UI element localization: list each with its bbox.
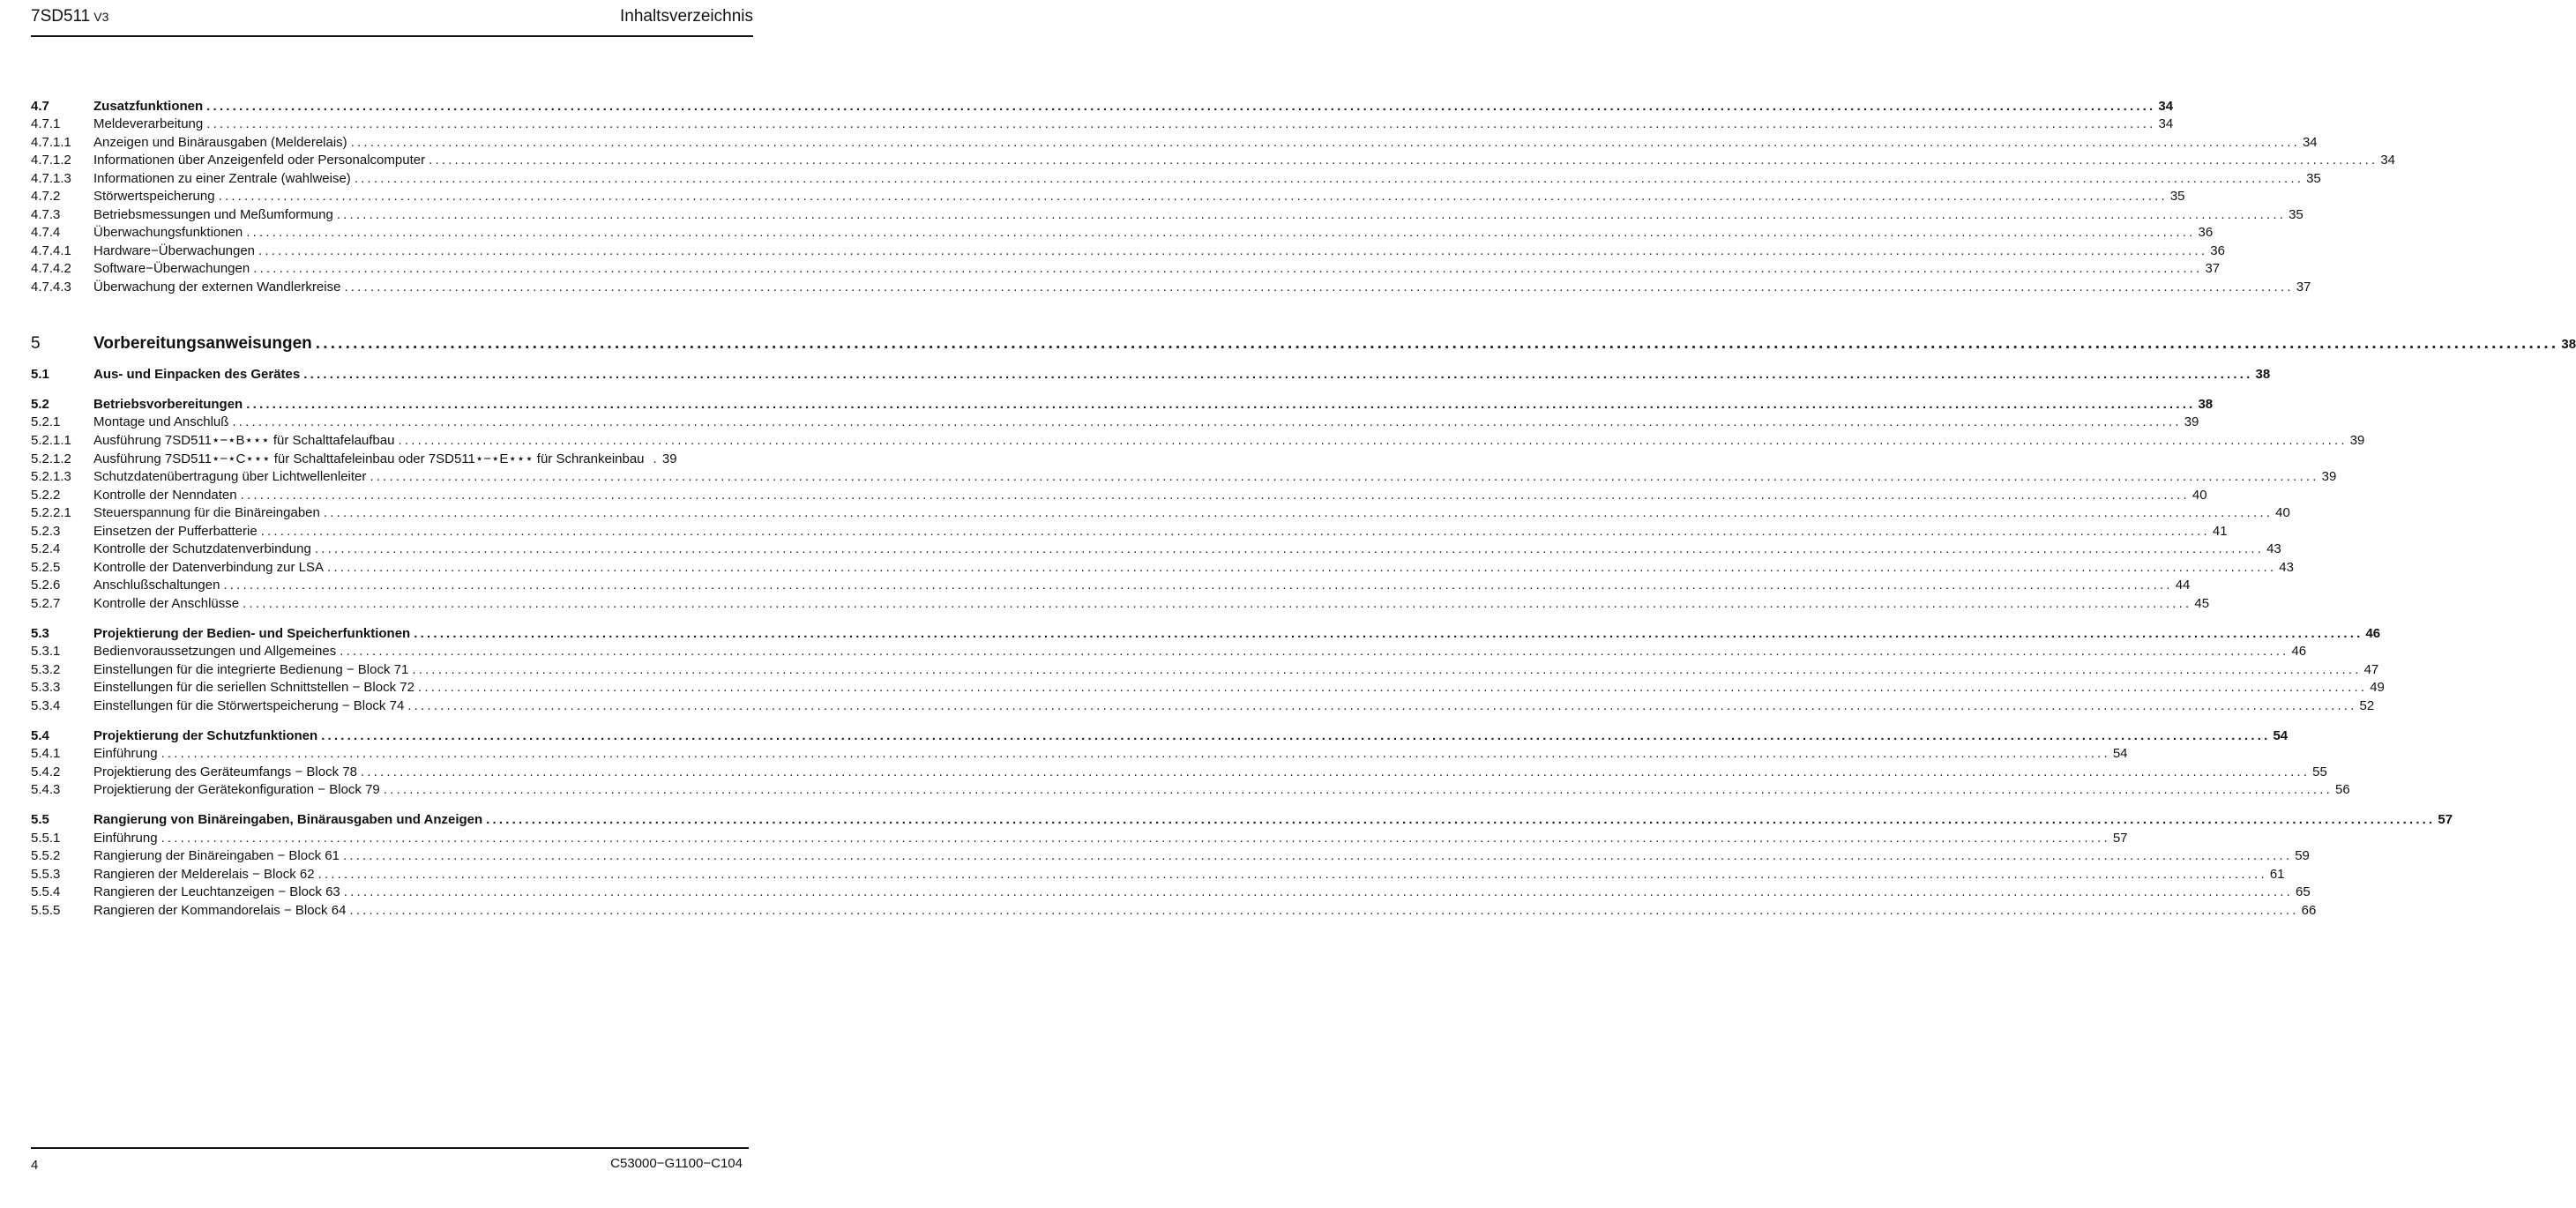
toc-entry [31,625,2381,643]
toc-entry-number: 5.4.1 [31,746,61,761]
toc-entry [31,679,2385,697]
toc-entry-number: 5.2.1.2 [31,451,71,466]
toc-entry-page: 37 [2296,280,2311,295]
toc-entry-number: 5.5.1 [31,831,61,846]
toc-entry-number: 5.3.1 [31,644,61,659]
toc-entry-number: 5.2.2.1 [31,505,71,520]
toc-entry-number: 5.4 [31,728,49,743]
leader-dots: ............................................................................................................................................................................................................................................................................................................ [161,831,2110,846]
toc-entry [31,697,2375,715]
toc-entry-title: Kontrolle der Datenverbindung zur LSA [93,560,324,575]
toc-entry [31,116,2174,133]
toc-entry-number: 4.7.1.2 [31,153,71,168]
toc-entry-title: Hardware−Überwachungen [93,243,256,258]
toc-entry-title: Projektierung der Bedien- und Speicherfunktionen [93,626,411,641]
toc-entry-number: 5.3.3 [31,680,61,695]
toc-entry-number: 5.3.4 [31,698,61,713]
toc-entry [31,98,2174,116]
toc-entry-title: Rangieren der Leuchtanzeigen − Block 63 [93,884,340,899]
leader-dots: ............................................................................................................................................................................................................................................................................................................ [429,153,2378,168]
leader-dots: ............................................................................................................................................................................................................................................................................................................ [370,469,2319,484]
leader-dots: ............................................................................................................................................................................................................................................................................................................ [315,334,2559,353]
toc-entry-page: 65 [2296,884,2311,899]
toc-entry-title: Schutzdatenübertragung über Lichtwellenleiter [93,469,367,484]
toc-entry-number: 4.7.3 [31,207,61,222]
toc-entry-title: Informationen über Anzeigenfeld oder Personalcomputer [93,153,426,168]
toc-entry [31,902,2317,920]
toc-entry [31,366,2271,384]
toc-entry-page: 35 [2169,189,2185,204]
toc-entry-title: Betriebsvorbereitungen [93,397,243,412]
leader-dots: ............................................................................................................................................................................................................................................................................................................ [232,414,2182,429]
toc-entry [31,811,2453,829]
toc-entry-title: Bedienvoraussetzungen und Allgemeines [93,644,337,659]
toc-entry [31,242,2225,260]
leader-dots: ............................................................................................................................................................................................................................................................................................................ [344,280,2294,295]
toc-entry-title: Einführung [93,831,158,846]
toc-entry-number: 4.7.4.1 [31,243,71,258]
toc-entry-title: Projektierung des Geräteumfangs − Block 78 [93,764,357,779]
toc-entry-page: 54 [2273,728,2289,743]
toc-entry-number: 5.1 [31,367,49,382]
toc-entry-title: Einstellungen für die Störwertspeicherung − Block 74 [93,698,405,713]
toc-entry-page: 55 [2312,764,2327,779]
toc-entry-title: Rangierung der Binäreingaben − Block 61 [93,848,340,863]
toc-entry-page: 35 [2289,207,2303,222]
page-number: 4 [31,1158,39,1173]
toc-entry [31,152,2396,169]
toc-entry [31,332,2576,355]
toc-entry-title: Anschlußschaltungen [93,578,220,593]
toc-entry [31,847,2310,865]
toc-entry-title: Einstellungen für die seriellen Schnittstellen − Block 72 [93,680,414,695]
toc-entry-number: 5.3.2 [31,662,61,677]
toc-entry-page: 39 [2184,414,2199,429]
leader-dots: ............................................................................................................................................................................................................................................................................................................ [350,135,2300,150]
toc-entry [31,559,2294,577]
toc-entry [31,595,2210,613]
toc-entry-page: 39 [2349,433,2365,448]
toc-entry-number: 4.7.4.3 [31,280,71,295]
toc-entry [31,224,2214,242]
toc-entry-title: Vorbereitungsanweisungen [93,334,312,353]
toc-entry-title: Meldeverarbeitung [93,116,204,131]
leader-dots: ............................................................................................................................................................................................................................................................................................................ [486,812,2436,827]
leader-dots: ............................................................................................................................................................................................................................................................................................................ [258,243,2208,258]
toc-entry-page: 46 [2291,644,2307,659]
toc-entry [31,781,2350,799]
toc-entry [31,432,2365,450]
toc-entry-page: 46 [2365,626,2381,641]
toc-entry-page: 44 [2175,578,2191,593]
toc-entry [31,643,2307,660]
toc-entry-page: 37 [2205,261,2221,276]
toc-entry-number: 5.4.2 [31,764,61,779]
toc-entry-title: Kontrolle der Anschlüsse [93,596,240,611]
leader-dots: ............................................................................................................................................................................................................................................................................................................ [218,189,2168,204]
toc-entry-page: 57 [2438,812,2453,827]
toc-entry-number: 4.7.1.3 [31,171,71,186]
leader-dots: ............................................................................................................................................................................................................................................................................................................ [327,560,2277,575]
leader-dots: ............................................................................................................................................................................................................................................................................................................ [253,261,2203,276]
leader-dots: ............................................................................................................................................................................................................................................................................................................ [206,99,2156,114]
toc-entry-number: 5.4.3 [31,782,61,797]
toc-entry [31,830,2128,847]
toc-entry-number: 5.2.3 [31,524,61,539]
leader-dots: ............................................................................................................................................................................................................................................................................................................ [342,848,2293,863]
toc-entry-title: Ausführung 7SD511⋆−⋆B⋆⋆⋆ für Schalttafelaufbau [93,433,395,448]
toc-entry [31,279,2311,296]
toc-entry-title: Projektierung der Gerätekonfiguration − Block 79 [93,782,380,797]
leader-dots: ............................................................................................................................................................................................................................................................................................................ [340,644,2289,659]
leader-dots: ............................................................................................................................................................................................................................................................................................................ [303,367,2253,382]
toc-entry-number: 5.2.7 [31,596,61,611]
toc-entry-number: 5.2.4 [31,541,61,556]
toc-entry [31,884,2311,901]
toc-entry-page: 43 [2266,541,2281,556]
leader-dots: ............................................................................................................................................................................................................................................................................................................ [317,867,2267,882]
toc-entry-title: Anzeigen und Binärausgaben (Melderelais) [93,135,347,150]
toc-entry-number: 4.7.1.1 [31,135,71,150]
toc-entry [31,523,2228,541]
header-rule [31,35,753,37]
toc-entry-page: 34 [2158,116,2174,131]
leader-dots: ............................................................................................................................................................................................................................................................................................................ [398,433,2348,448]
toc-entry [31,206,2303,224]
leader-dots: ............................................................................................................................................................................................................................................................................................................ [407,698,2357,713]
toc-entry-number: 4.7.4 [31,225,61,240]
toc-entry-page: 36 [2198,225,2214,240]
toc-entry-title: Einführung [93,746,158,761]
toc-entry-number: 5.2 [31,397,49,412]
toc-entry-title: Kontrolle der Schutzdatenverbindung [93,541,311,556]
document-number: C53000−G1100−C104 [610,1156,743,1171]
header-section-title: Inhaltsverzeichnis [619,7,753,26]
toc-entry-page: 66 [2301,903,2317,918]
toc-entry-page: 34 [2380,153,2396,168]
toc-entry-number: 4.7.1 [31,116,61,131]
toc-entry-page: 54 [2112,746,2128,761]
toc-entry [31,541,2281,558]
toc-entry [31,661,2379,679]
toc-entry-number: 4.7.2 [31,189,61,204]
toc-entry-number: 5.2.6 [31,578,61,593]
header-product [31,7,108,26]
toc-entry-number: 5.5.3 [31,867,61,882]
toc-entry-title: Einsetzen der Pufferbatterie [93,524,258,539]
leader-dots: ............................................................................................................................................................................................................................................................................................................ [223,578,2173,593]
toc-entry-number: 5 [31,334,41,353]
toc-entry-title: Montage und Anschluß [93,414,229,429]
toc-entry-page: 35 [2306,171,2321,186]
leader-dots: ............................................................................................................................................................................................................................................................................................................ [246,397,2196,412]
toc-entry-page: 38 [2561,337,2576,352]
toc-entry [31,396,2214,414]
toc-entry-title: Zusatzfunktionen [93,99,204,114]
toc-entry-page: 41 [2212,524,2228,539]
leader-dots: ............................................................................................................................................................................................................................................................................................................ [349,903,2299,918]
toc-entry-title: Störwertspeicherung [93,189,215,204]
toc-entry [31,764,2327,781]
toc-entry-page: 38 [2198,397,2214,412]
leader-dots: ............................................................................................................................................................................................................................................................................................................ [417,680,2368,695]
toc-entry-title: Software−Überwachungen [93,261,250,276]
toc-entry [31,727,2289,745]
toc-entry-number: 4.7 [31,99,49,114]
toc-entry [31,188,2185,205]
leader-dots: ............................................................................................................................................................................................................................................................................................................ [414,626,2363,641]
leader-dots: ............................................................................................................................................................................................................................................................................................................ [354,171,2304,186]
product-version: V3 [93,10,109,24]
leader-dots: ............................................................................................................................................................................................................................................................................................................ [336,207,2287,222]
toc-entry-title: Rangieren der Kommandorelais − Block 64 [93,903,347,918]
toc-entry [31,468,2337,486]
toc-entry-number: 5.5.2 [31,848,61,863]
toc-entry [31,487,2207,504]
toc-entry-title: Überwachungsfunktionen [93,225,243,240]
leader-dots: . [653,451,660,466]
toc-entry-title: Informationen zu einer Zentrale (wahlweise) [93,171,351,186]
product-code: 7SD511 [31,7,91,26]
toc-entry-page: 52 [2359,698,2375,713]
toc-entry [31,504,2290,522]
leader-dots: ............................................................................................................................................................................................................................................................................................................ [260,524,2210,539]
leader-dots: ............................................................................................................................................................................................................................................................................................................ [314,541,2265,556]
leader-dots: ............................................................................................................................................................................................................................................................................................................ [240,488,2190,503]
toc-entry-page: 47 [2363,662,2379,677]
leader-dots: ............................................................................................................................................................................................................................................................................................................ [206,116,2156,131]
toc-entry-page: 39 [661,451,677,466]
leader-dots: ............................................................................................................................................................................................................................................................................................................ [383,782,2333,797]
toc-entry-page: 45 [2194,596,2210,611]
toc-entry [31,866,2285,884]
toc-entry [31,745,2128,763]
toc-entry-page: 34 [2302,135,2318,150]
toc-entry-page: 49 [2370,680,2385,695]
toc-entry-title: Steuerspannung für die Binäreingaben [93,505,320,520]
leader-dots: ............................................................................................................................................................................................................................................................................................................ [360,764,2311,779]
toc-entry-title: Betriebsmessungen und Meßumformung [93,207,333,222]
toc-entry-page: 43 [2279,560,2294,575]
footer-rule [31,1147,749,1149]
toc-entry-page: 36 [2210,243,2225,258]
toc-entry [31,414,2199,431]
leader-dots: ............................................................................................................................................................................................................................................................................................................ [412,662,2362,677]
toc-entry-number: 5.2.2 [31,488,61,503]
leader-dots: ............................................................................................................................................................................................................................................................................................................ [343,884,2294,899]
toc-entry-title: Einstellungen für die integrierte Bedienung − Block 71 [93,662,409,677]
toc-entry-number: 5.5 [31,812,49,827]
toc-entry-page: 38 [2255,367,2271,382]
toc-entry-page: 59 [2295,848,2310,863]
toc-entry-page: 40 [2191,488,2207,503]
toc-entry-title: Rangierung von Binäreingaben, Binärausgaben und Anzeigen [93,812,483,827]
toc-entry-number: 5.3 [31,626,49,641]
leader-dots: ............................................................................................................................................................................................................................................................................................................ [246,225,2196,240]
toc-entry-number: 5.2.5 [31,560,61,575]
leader-dots: ............................................................................................................................................................................................................................................................................................................ [243,596,2192,611]
leader-dots: ............................................................................................................................................................................................................................................................................................................ [321,728,2271,743]
toc-entry-title: Ausführung 7SD511⋆−⋆C⋆⋆⋆ für Schalttafeleinbau oder 7SD511⋆−⋆E⋆⋆⋆ für Schrankeinbau [93,451,645,466]
leader-dots: ............................................................................................................................................................................................................................................................................................................ [161,746,2110,761]
toc-entry-number: 5.2.1 [31,414,61,429]
toc-entry [31,451,750,468]
toc-entry [31,170,2321,188]
toc-entry-page: 40 [2275,505,2290,520]
leader-dots: ............................................................................................................................................................................................................................................................................................................ [323,505,2274,520]
toc-entry-title: Aus- und Einpacken des Gerätes [93,367,301,382]
toc-entry-page: 34 [2158,99,2174,114]
toc-entry-number: 5.2.1.3 [31,469,71,484]
toc-entry-title: Überwachung der externen Wandlerkreise [93,280,341,295]
toc-entry-number: 5.5.5 [31,903,61,918]
toc-entry-number: 5.5.4 [31,884,61,899]
toc-entry-number: 5.2.1.1 [31,433,71,448]
toc-entry [31,260,2221,278]
toc-entry-page: 39 [2321,469,2337,484]
toc-entry-page: 57 [2112,831,2128,846]
toc-entry [31,577,2191,594]
toc-entry-number: 4.7.4.2 [31,261,71,276]
toc-entry-title: Rangieren der Melderelais − Block 62 [93,867,315,882]
toc-entry-title: Projektierung der Schutzfunktionen [93,728,318,743]
toc-entry-page: 61 [2269,867,2285,882]
toc-entry-page: 56 [2335,782,2350,797]
toc-entry [31,134,2318,152]
toc-entry-title: Kontrolle der Nenndaten [93,488,237,503]
